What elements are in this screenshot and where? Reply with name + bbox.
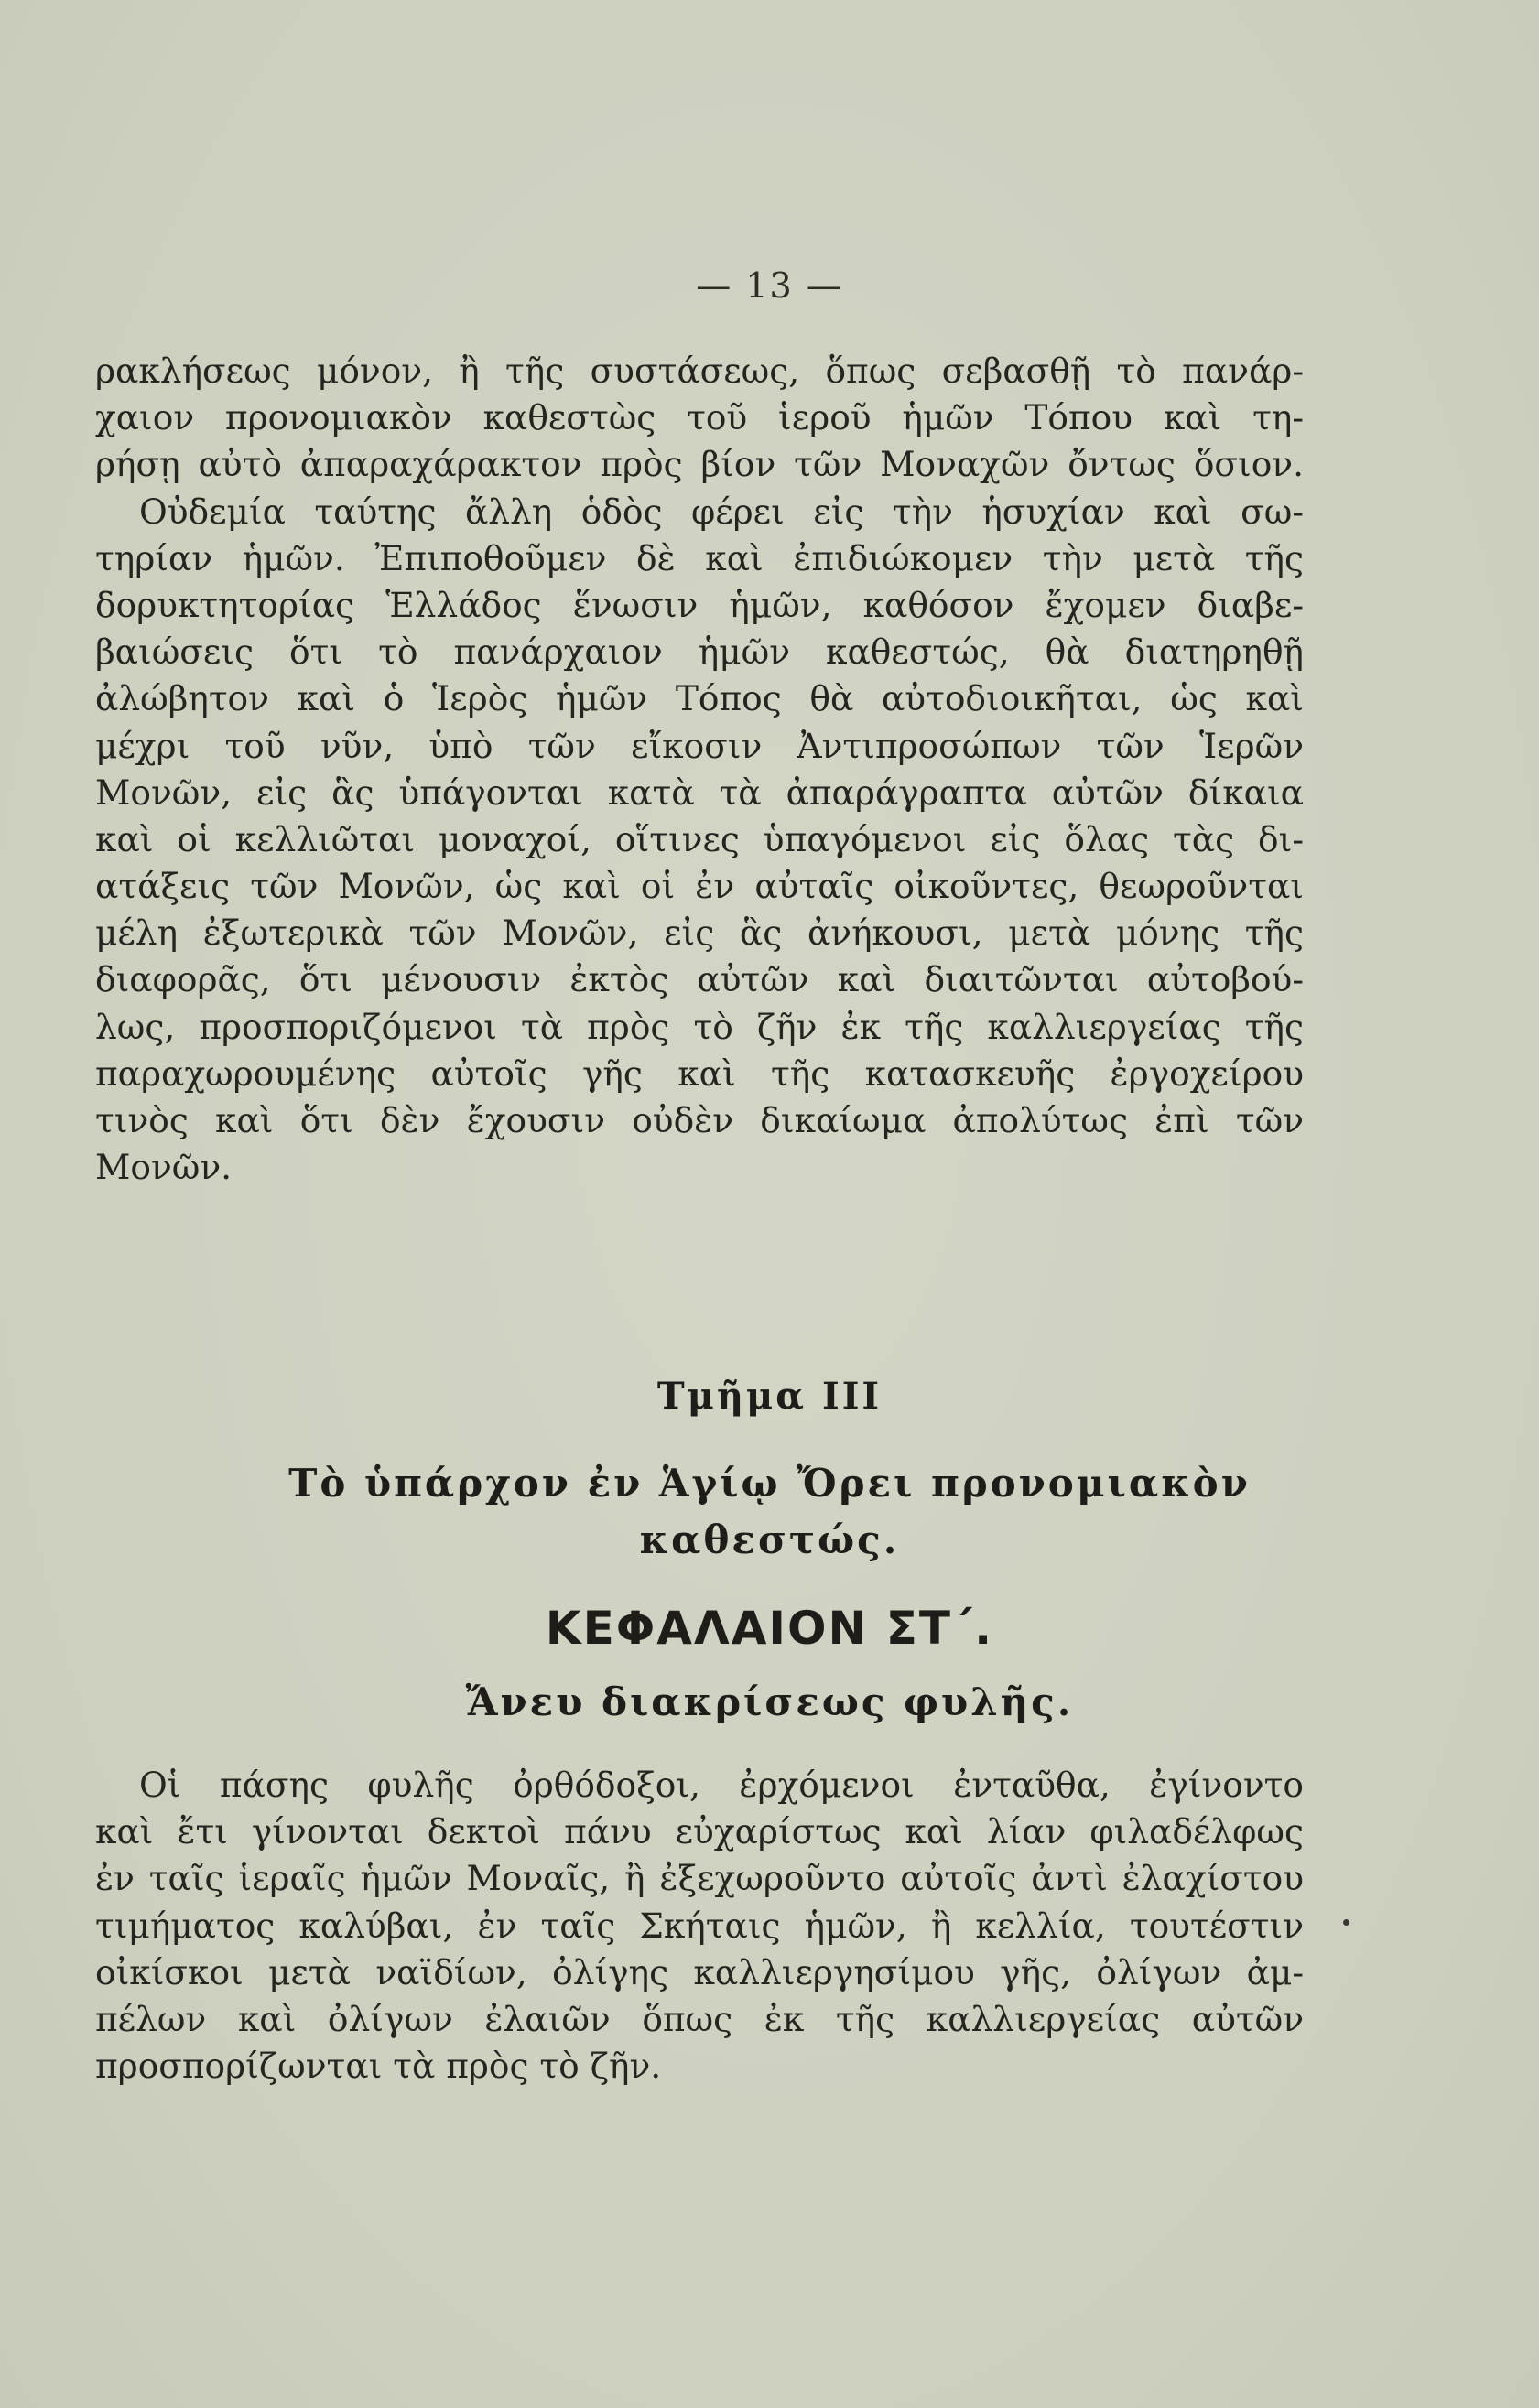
text-line: προσπορίζωνται τὰ πρὸς τὸ ζῆν. [95, 2046, 662, 2087]
text-line: τιμήματος καλύβαι, ἐν ταῖς Σκήταις ἡμῶν, ἢ κελλία, τουτέστιν [95, 1905, 1304, 1946]
text-line: χαιον προνομιακὸν καθεστὼς τοῦ ἱεροῦ ἡμῶν Τόπου καὶ τη- [95, 397, 1304, 438]
text-line: τηρίαν ἡμῶν. Ἐπιποθοῦμεν δὲ καὶ ἐπιδιώκομεν τὴν μετὰ τῆς [95, 537, 1304, 578]
text-line: Μονῶν, εἰς ἃς ὑπάγονται κατὰ τὰ ἀπαράγραπτα αὐτῶν δίκαια [95, 772, 1304, 813]
text-line: βαιώσεις ὅτι τὸ πανάρχαιον ἡμῶν καθεστώς, θὰ διατηρηθῇ [95, 632, 1304, 673]
text-line: καὶ οἱ κελλιῶται μοναχοί, οἵτινες ὑπαγόμενοι εἰς ὅλας τὰς δι- [95, 818, 1304, 859]
text-line: μέλη ἐξωτερικὰ τῶν Μονῶν, εἰς ἃς ἀνήκουσι, μετὰ μόνης τῆς [95, 912, 1304, 954]
chapter-heading: ΚΕΦΑΛΑΙΟΝ ΣΤ΄. [545, 1602, 994, 1655]
section-title [0, 1455, 1539, 1569]
text-line: τινὸς καὶ ὅτι δὲν ἔχουσιν οὐδὲν δικαίωμα ἀπολύτως ἐπὶ τῶν [95, 1100, 1304, 1140]
text-line: ρήσῃ αὐτὸ ἀπαραχάρακτον πρὸς βίον τῶν Μοναχῶν ὄντως ὅσιον. [95, 444, 1304, 485]
text-line: μέχρι τοῦ νῦν, ὑπὸ τῶν εἴκοσιν Ἀντιπροσώπων τῶν Ἱερῶν [95, 725, 1304, 766]
text-line: λως, προσποριζόμενοι τὰ πρὸς τὸ ζῆν ἐκ τῆς καλλιεργείας τῆς [95, 1006, 1304, 1047]
text-line: Μονῶν. [95, 1147, 233, 1188]
text-line: διαφορᾶς, ὅτι μένουσιν ἐκτὸς αὐτῶν καὶ διαιτῶνται αὐτοβού- [95, 959, 1304, 1000]
section-title-line: Τὸ ὑπάρχον ἐν Ἁγίῳ Ὄρει προνομιακὸν [288, 1461, 1251, 1506]
ink-speck [1343, 1919, 1349, 1926]
paragraph-1 [95, 348, 1304, 1191]
section-title-line: καθεστώς. [639, 1517, 900, 1562]
text-line: Οὐδεμία ταύτης ἄλλη ὁδὸς φέρει εἰς τὴν ἡσυχίαν καὶ σω- [139, 491, 1304, 532]
page-number: — 13 — [696, 265, 843, 306]
text-line: ἐν ταῖς ἱεραῖς ἡμῶν Μοναῖς, ἢ ἐξεχωροῦντο αὐτοῖς ἀντὶ ἐλαχίστου [95, 1858, 1304, 1899]
text-line: ἀλώβητον καὶ ὁ Ἱερὸς ἡμῶν Τόπος θὰ αὐτοδιοικῆται, ὡς καὶ [95, 678, 1304, 719]
text-line: πέλων καὶ ὀλίγων ἐλαιῶν ὅπως ἐκ τῆς καλλιεργείας αὐτῶν [95, 1998, 1304, 2039]
text-line: ατάξεις τῶν Μονῶν, ὡς καὶ οἱ ἐν αὐταῖς οἰκοῦντες, θεωροῦνται [95, 866, 1304, 907]
chapter-subtitle: Ἄνευ διακρίσεως φυλῆς. [465, 1679, 1074, 1724]
paragraph-2 [95, 1762, 1304, 2089]
section-heading: Τμῆμα III [656, 1375, 883, 1418]
text-line: παραχωρουμένης αὐτοῖς γῆς καὶ τῆς κατασκευῆς ἐργοχείρου [95, 1053, 1304, 1094]
text-line: ρακλήσεως μόνον, ἢ τῆς συστάσεως, ὅπως σεβασθῇ τὸ πανάρ- [95, 351, 1304, 391]
text-line: οἰκίσκοι μετὰ ναϊδίων, ὀλίγης καλλιεργησίμου γῆς, ὀλίγων ἀμ- [95, 1951, 1304, 1992]
text-line: δορυκτητορίας Ἑλλάδος ἕνωσιν ἡμῶν, καθόσον ἔχομεν διαβε- [95, 584, 1304, 625]
text-line: καὶ ἔτι γίνονται δεκτοὶ πάνυ εὐχαρίστως καὶ λίαν φιλαδέλφως [95, 1811, 1304, 1852]
text-line: Οἱ πάσης φυλῆς ὀρθόδοξοι, ἐρχόμενοι ἐνταῦθα, ἐγίνοντο [139, 1765, 1304, 1805]
